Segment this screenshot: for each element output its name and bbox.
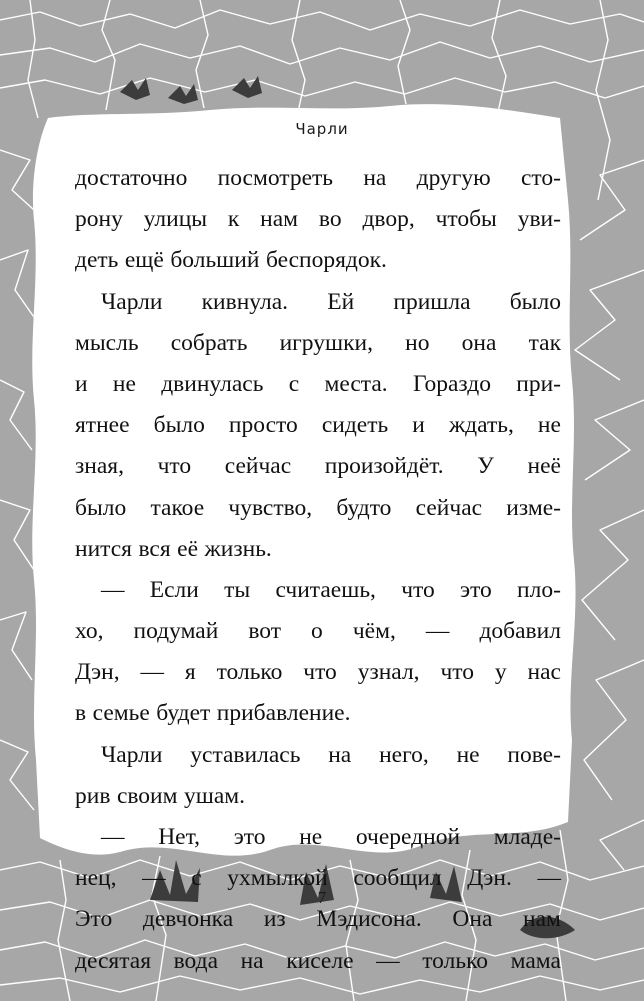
word: — bbox=[101, 824, 125, 850]
word: такое bbox=[150, 494, 205, 521]
text-line bbox=[75, 446, 561, 487]
word: Если bbox=[149, 576, 199, 603]
word: не bbox=[537, 412, 561, 439]
word: мысль bbox=[75, 329, 139, 356]
word: места. bbox=[324, 370, 388, 397]
word: на bbox=[363, 165, 387, 191]
text-line bbox=[75, 158, 561, 199]
word: сейчас bbox=[224, 453, 292, 480]
word: но bbox=[405, 329, 430, 356]
page-number: 7 bbox=[317, 888, 327, 907]
word: о bbox=[311, 618, 323, 645]
word: нец, bbox=[75, 865, 117, 892]
word: так bbox=[528, 329, 561, 356]
word: нас bbox=[527, 659, 561, 686]
word: ждать, bbox=[448, 412, 514, 439]
word: что bbox=[401, 576, 435, 603]
word: ещё bbox=[124, 247, 164, 274]
word: Чарли bbox=[101, 288, 163, 315]
word: чём, bbox=[352, 618, 396, 645]
word: уви- bbox=[517, 206, 561, 233]
word: просто bbox=[228, 412, 298, 439]
word: что bbox=[157, 453, 192, 480]
word: жизнь. bbox=[204, 535, 272, 562]
word: на bbox=[328, 741, 352, 768]
word: игрушки, bbox=[279, 329, 373, 356]
word: Гораздо bbox=[412, 370, 491, 397]
text-line bbox=[75, 611, 561, 652]
word: добавил bbox=[479, 618, 561, 645]
word: неё bbox=[527, 453, 561, 480]
word: киселе bbox=[286, 947, 354, 974]
word: сейчас bbox=[415, 494, 483, 521]
word: У bbox=[477, 453, 494, 480]
text-line bbox=[75, 240, 561, 281]
text-line bbox=[75, 364, 561, 405]
word: что bbox=[440, 659, 474, 686]
word: вода bbox=[173, 947, 219, 974]
word: в bbox=[75, 700, 87, 727]
word: ты bbox=[224, 576, 251, 603]
word: на bbox=[240, 947, 264, 974]
word: с bbox=[288, 370, 300, 397]
word: не bbox=[456, 741, 480, 768]
word: — bbox=[140, 659, 164, 686]
word: рив bbox=[75, 782, 111, 809]
word: — bbox=[142, 865, 166, 892]
word: пло- bbox=[517, 576, 561, 603]
word: хо, bbox=[75, 618, 104, 645]
word: Она bbox=[452, 906, 493, 933]
word: ухмылкой bbox=[227, 865, 328, 892]
word: сто- bbox=[520, 165, 561, 191]
text-line bbox=[75, 817, 561, 858]
body-text bbox=[75, 158, 561, 982]
word: прибавление. bbox=[216, 700, 351, 727]
word: ятнее bbox=[75, 412, 130, 439]
word: Дэн. bbox=[467, 865, 512, 892]
word: пришла bbox=[393, 288, 471, 315]
word: собрать bbox=[170, 329, 248, 356]
word: это bbox=[459, 576, 492, 603]
word: и bbox=[75, 370, 88, 397]
word: семье bbox=[92, 700, 150, 727]
word: Это bbox=[75, 906, 113, 933]
word: считаешь, bbox=[275, 576, 376, 603]
word: посмотреть bbox=[217, 165, 334, 191]
text-line bbox=[75, 199, 561, 240]
word: изме- bbox=[506, 494, 561, 521]
word: только bbox=[216, 659, 283, 686]
word: кивнула. bbox=[201, 288, 289, 315]
word: чувство, bbox=[228, 494, 313, 521]
word: зная, bbox=[75, 453, 124, 480]
word: — bbox=[376, 947, 400, 974]
word: пове- bbox=[507, 741, 561, 768]
word: будто bbox=[336, 494, 392, 521]
word: другую bbox=[416, 165, 491, 191]
word: и bbox=[412, 412, 425, 439]
text-line bbox=[75, 652, 561, 693]
word: только bbox=[422, 947, 489, 974]
word: улицы bbox=[143, 206, 208, 233]
word: во bbox=[318, 206, 342, 233]
word: она bbox=[461, 329, 497, 356]
word: рону bbox=[75, 206, 123, 233]
word: уставилась bbox=[190, 741, 301, 768]
word: деть bbox=[75, 247, 119, 274]
text-line bbox=[75, 488, 561, 529]
word: двор, bbox=[362, 206, 415, 233]
word: — bbox=[425, 618, 450, 645]
word: — bbox=[101, 576, 125, 603]
word: нам bbox=[260, 206, 299, 233]
word: что bbox=[303, 659, 337, 686]
text-line bbox=[75, 693, 561, 734]
word: было bbox=[509, 288, 561, 315]
word: своим bbox=[116, 782, 178, 809]
word: достаточно bbox=[75, 165, 188, 191]
word: младе- bbox=[493, 824, 561, 850]
word: подумай bbox=[133, 618, 219, 645]
word: к bbox=[227, 206, 240, 233]
word: — bbox=[537, 865, 561, 892]
word: сидеть bbox=[321, 412, 389, 439]
word: её bbox=[177, 535, 199, 562]
running-head: Чарли bbox=[295, 120, 349, 138]
text-line bbox=[75, 405, 561, 446]
word: беспорядок. bbox=[265, 247, 387, 274]
word: у bbox=[494, 659, 507, 686]
word: больший bbox=[170, 247, 260, 274]
word: не bbox=[299, 824, 323, 850]
word: нится bbox=[75, 535, 132, 562]
word: Нет, bbox=[158, 824, 200, 850]
word: мама bbox=[510, 947, 561, 974]
word: это bbox=[233, 824, 266, 850]
word: нам bbox=[523, 906, 561, 933]
word: при- bbox=[516, 370, 561, 397]
word: Дэн, bbox=[75, 659, 120, 686]
word: вся bbox=[138, 535, 171, 562]
word: будет bbox=[156, 700, 211, 727]
text-line bbox=[75, 941, 561, 982]
text-line bbox=[75, 776, 561, 817]
word: с bbox=[191, 865, 202, 892]
text-line bbox=[75, 529, 561, 570]
word: девчонка bbox=[142, 906, 234, 933]
text-line bbox=[75, 323, 561, 364]
word: я bbox=[184, 659, 196, 686]
word: десятая bbox=[75, 947, 152, 974]
word: двинулась bbox=[161, 370, 264, 397]
word: него, bbox=[379, 741, 429, 768]
word: было bbox=[153, 412, 205, 439]
word: сообщил bbox=[353, 865, 442, 892]
text-line bbox=[75, 735, 561, 776]
word: было bbox=[75, 494, 127, 521]
word: узнал, bbox=[357, 659, 420, 686]
text-line bbox=[75, 282, 561, 323]
text-line bbox=[75, 570, 561, 611]
word: ушам. bbox=[184, 782, 246, 809]
word: очередной bbox=[355, 824, 461, 850]
word: произойдёт. bbox=[324, 453, 444, 480]
word: не bbox=[112, 370, 136, 397]
word: Мэдисона. bbox=[316, 906, 422, 933]
word: Чарли bbox=[101, 741, 163, 768]
word: Ей bbox=[327, 288, 355, 315]
word: из bbox=[263, 906, 286, 933]
word: вот bbox=[248, 618, 281, 645]
word: чтобы bbox=[435, 206, 497, 233]
